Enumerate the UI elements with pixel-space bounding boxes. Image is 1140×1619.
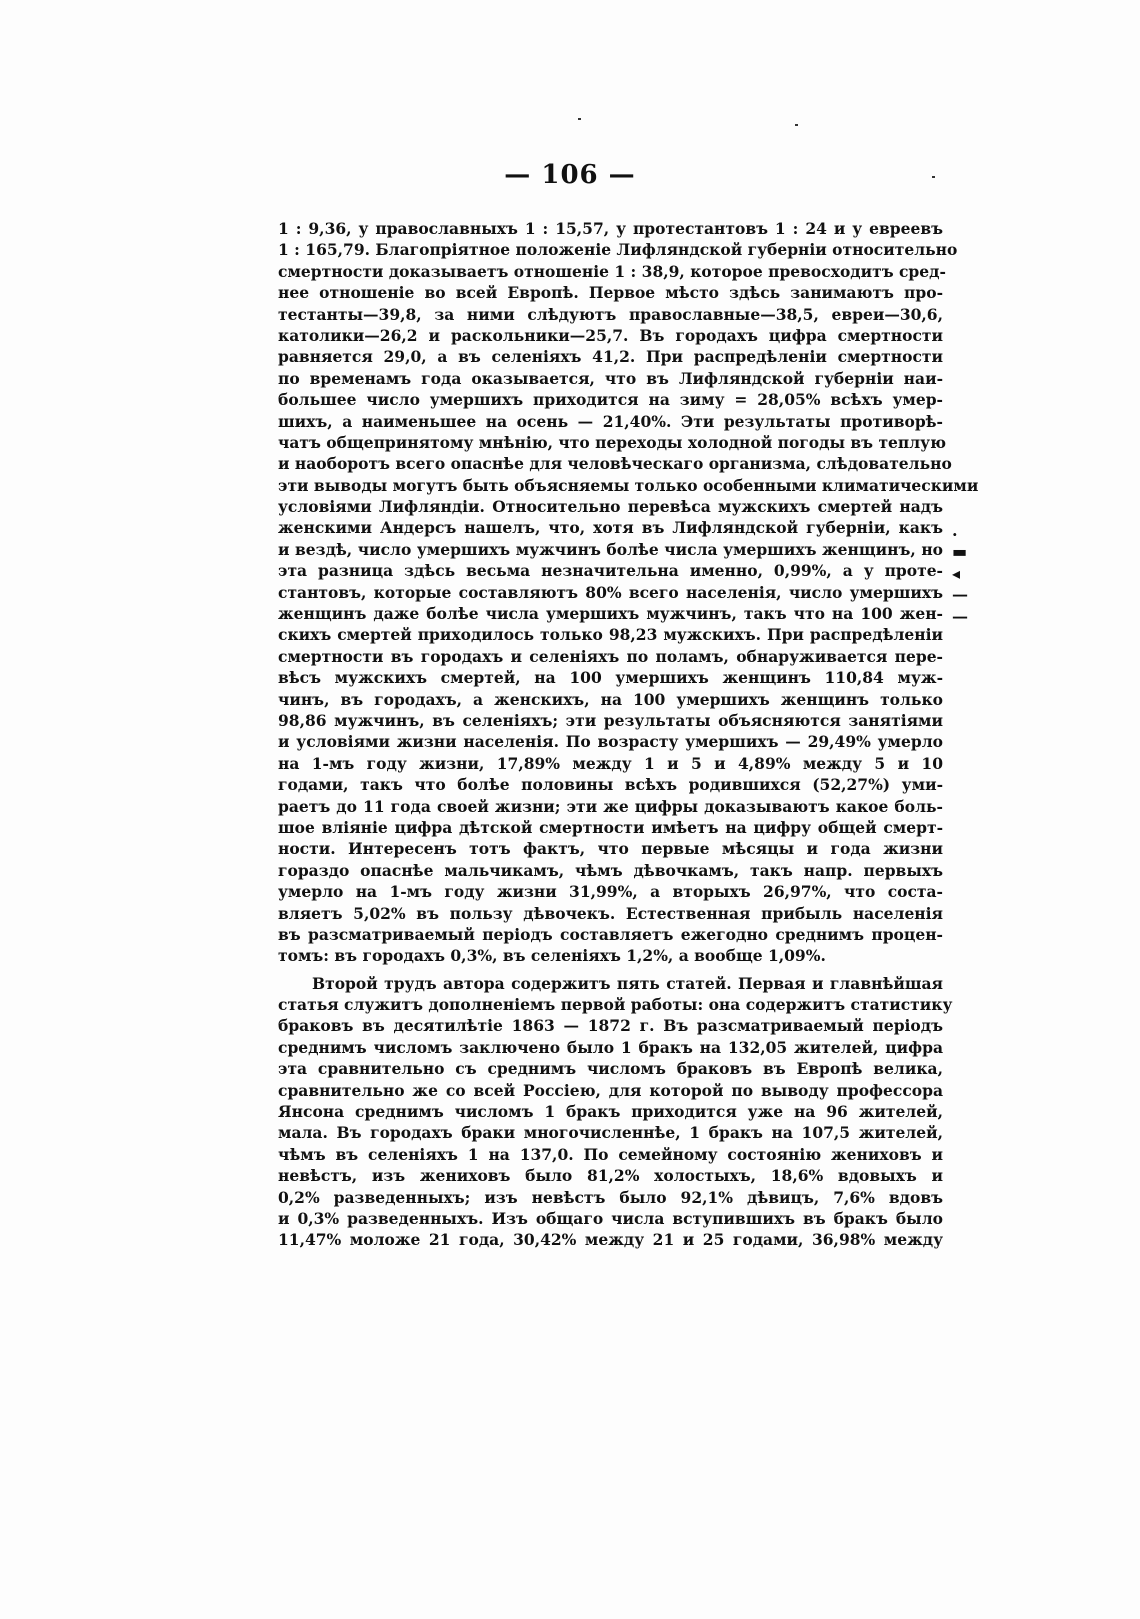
text-line: чинъ, въ городахъ, а женскихъ, на 100 умершихъ женщинъ только bbox=[278, 689, 943, 709]
text-line: невѣстъ, изъ жениховъ было 81,2% холостыхъ, 18,6% вдовыхъ и bbox=[278, 1166, 943, 1186]
text-line: годами, такъ что болѣе половины всѣхъ родившихся (52,27%) уми- bbox=[278, 775, 943, 795]
text-line: скихъ смертей приходилось только 98,23 мужскихъ. При распредѣленіи bbox=[278, 625, 943, 645]
page-number: — 106 — bbox=[504, 160, 636, 190]
text-line: шихъ, а наименьшее на осень — 21,40%. Эти результаты противорѣ- bbox=[278, 411, 943, 431]
text-line: эти выводы могутъ быть объясняемы только особенными климатическими bbox=[278, 475, 979, 495]
margin-marks bbox=[952, 520, 982, 627]
text-line: умерло на 1-мъ году жизни 31,99%, а вторыхъ 26,97%, что соста- bbox=[278, 882, 943, 902]
margin-mark: — bbox=[952, 585, 968, 605]
text-line: 1 : 9,36, у православныхъ 1 : 15,57, у протестантовъ 1 : 24 и у евреевъ bbox=[278, 219, 943, 238]
text-line: сравнительно же со всей Россіею, для которой по выводу профессора bbox=[278, 1080, 943, 1100]
text-line: равняется 29,0, а въ селеніяхъ 41,2. При распредѣленіи смертности bbox=[278, 347, 943, 367]
text-line: мала. Въ городахъ браки многочисленнѣе, 1 бракъ на 107,5 жителей, bbox=[278, 1123, 943, 1143]
text-line: по временамъ года оказывается, что въ Лифляндской губерніи наи- bbox=[278, 368, 943, 388]
text-line: гораздо опаснѣе мальчикамъ, чѣмъ дѣвочкамъ, такъ напр. первыхъ bbox=[278, 860, 943, 880]
text-line: шое вліяніе цифра дѣтской смертности имѣетъ на цифру общей смерт- bbox=[278, 817, 943, 837]
text-line: Второй трудъ автора содержитъ пять статей. Первая и главнѣйшая bbox=[312, 973, 943, 993]
text-line: женщинъ даже болѣе числа умершихъ мужчинъ, такъ что на 100 жен- bbox=[278, 604, 943, 624]
text-line: чатъ общепринятому мнѣнію, что переходы холодной погоды въ теплую bbox=[278, 432, 946, 452]
text-line: смертности въ городахъ и селеніяхъ по поламъ, обнаруживается пере- bbox=[278, 646, 943, 666]
text-line: смертности доказываетъ отношеніе 1 : 38,9, которое превосходитъ сред- bbox=[278, 261, 946, 281]
text-line: и условіями жизни населенія. По возрасту умершихъ — 29,49% умерло bbox=[278, 732, 943, 752]
text-line: эта сравнительно съ среднимъ числомъ браковъ въ Европѣ велика, bbox=[278, 1059, 943, 1079]
margin-mark: . bbox=[952, 521, 958, 540]
paper-speck bbox=[578, 118, 581, 120]
text-line: раетъ до 11 года своей жизни; эти же цифры доказываютъ какое боль- bbox=[278, 796, 943, 816]
text-line: браковъ въ десятилѣтіе 1863 — 1872 г. Въ разсматриваемый періодъ bbox=[278, 1016, 943, 1036]
text-line: Янсона среднимъ числомъ 1 бракъ приходится уже на 96 жителей, bbox=[278, 1102, 943, 1122]
text-line: католики—26,2 и раскольники—25,7. Въ городахъ цифра смертности bbox=[278, 325, 943, 345]
text-line: 0,2% разведенныхъ; изъ невѣстъ было 92,1% дѣвицъ, 7,6% вдовъ bbox=[278, 1187, 943, 1207]
text-line: и наоборотъ всего опаснѣе для человѣческаго организма, слѣдовательно bbox=[278, 454, 952, 474]
text-line: большее число умершихъ приходится на зиму = 28,05% всѣхъ умер- bbox=[278, 390, 943, 410]
text-line: нее отношеніе во всей Европѣ. Первое мѣсто здѣсь занимаютъ про- bbox=[278, 283, 943, 303]
text-line: среднимъ числомъ заключено было 1 бракъ на 132,05 жителей, цифра bbox=[278, 1037, 943, 1057]
margin-mark: ◂ bbox=[952, 563, 961, 583]
text-line: вляетъ 5,02% въ пользу дѣвочекъ. Естественная прибыль населенія bbox=[278, 903, 943, 923]
text-line: условіями Лифляндіи. Относительно перевѣса мужскихъ смертей надъ bbox=[278, 497, 943, 517]
text-line: 1 : 165,79. Благопріятное положеніе Лифляндской губерніи относительно bbox=[278, 240, 958, 260]
text-line: на 1-мъ году жизни, 17,89% между 1 и 5 и 4,89% между 5 и 10 bbox=[278, 753, 943, 773]
text-line: томъ: въ городахъ 0,3%, въ селеніяхъ 1,2%, а вообще 1,09%. bbox=[278, 946, 826, 966]
text-line: и 0,3% разведенныхъ. Изъ общаго числа вступившихъ въ бракъ было bbox=[278, 1208, 943, 1228]
text-line: ности. Интересенъ тотъ фактъ, что первые мѣсяцы и года жизни bbox=[278, 839, 943, 859]
body-text bbox=[278, 218, 979, 1251]
text-line: стантовъ, которые составляютъ 80% всего населенія, число умершихъ bbox=[278, 582, 943, 602]
text-line: 98,86 мужчинъ, въ селеніяхъ; эти результаты объясняются занятіями bbox=[278, 710, 943, 730]
text-line: чѣмъ въ селеніяхъ 1 на 137,0. По семейному состоянію жениховъ и bbox=[278, 1144, 943, 1164]
paragraph-2 bbox=[278, 973, 953, 1251]
text-line: вѣсъ мужскихъ смертей, на 100 умершихъ женщинъ 110,84 муж- bbox=[278, 668, 943, 688]
text-line: 11,47% моложе 21 года, 30,42% между 21 и 25 годами, 36,98% между bbox=[278, 1230, 943, 1250]
paragraph-1 bbox=[278, 218, 979, 967]
paper-speck bbox=[795, 124, 798, 126]
text-line: тестанты—39,8, за ними слѣдуютъ православные—38,5, евреи—30,6, bbox=[278, 304, 943, 324]
margin-mark: — bbox=[952, 606, 968, 626]
text-line: эта разница здѣсь весьма незначительна именно, 0,99%, а у проте- bbox=[278, 561, 943, 581]
text-line: въ разсматриваемый періодъ составляетъ ежегодно среднимъ процен- bbox=[278, 924, 943, 944]
text-line: статья служитъ дополненіемъ первой работы: она содержитъ статистику bbox=[278, 995, 953, 1015]
text-line: женскими Андерсъ нашелъ, что, хотя въ Лифляндской губерніи, какъ bbox=[278, 518, 943, 538]
margin-mark: ▬ bbox=[952, 542, 968, 562]
text-line: и вездѣ, число умершихъ мужчинъ болѣе числа умершихъ женщинъ, но bbox=[278, 539, 943, 559]
